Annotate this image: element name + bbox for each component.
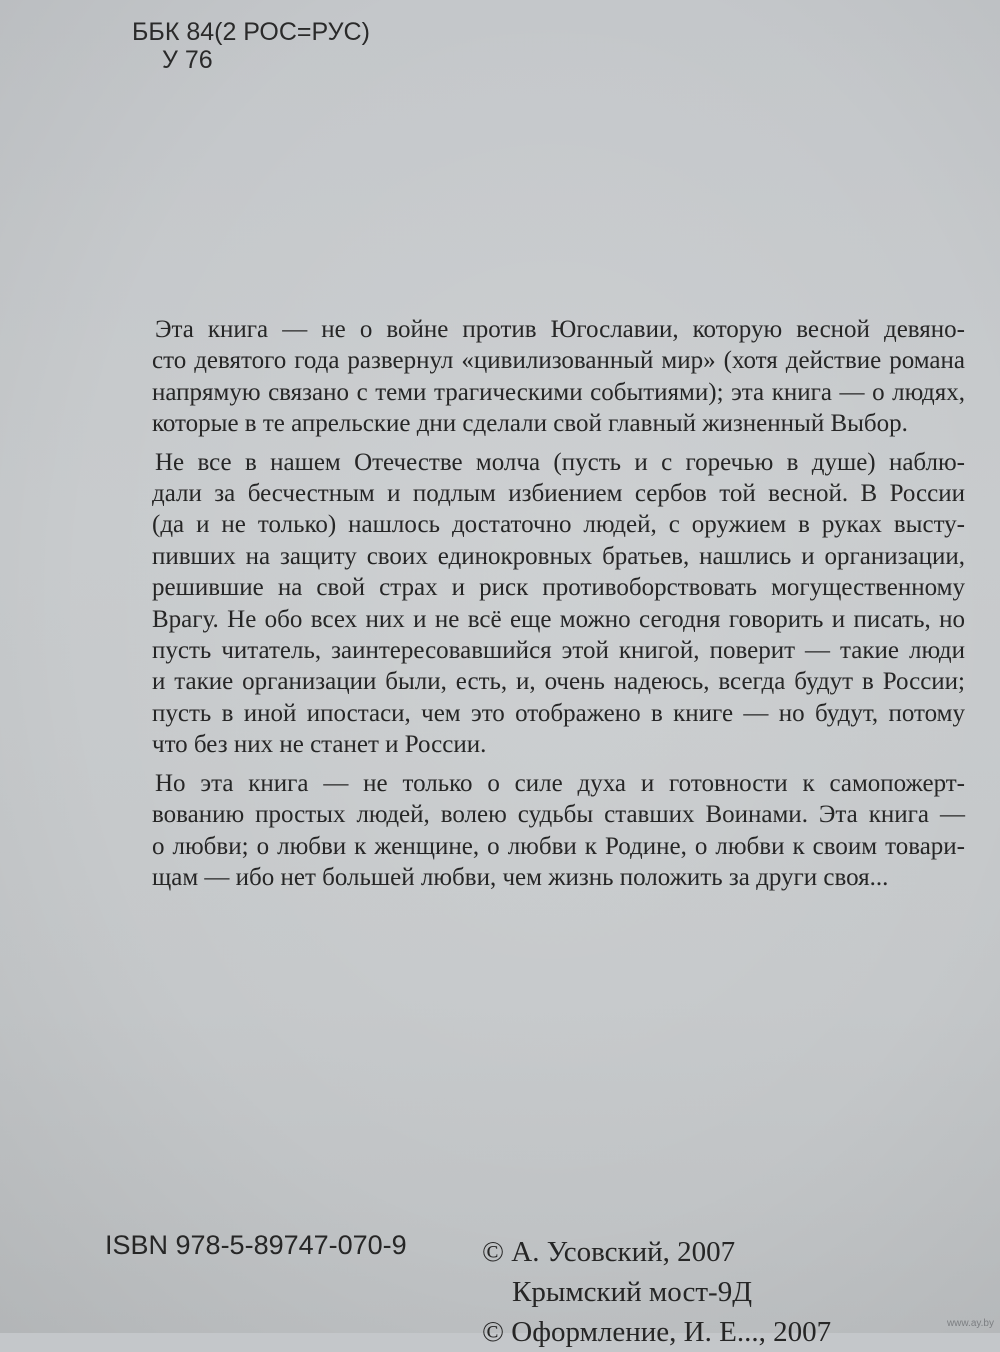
- text-line: Но эта книга — не только о силе духа и готовности к самопожерт-: [155, 769, 965, 797]
- author-mark: У 76: [162, 46, 213, 74]
- bbk-code: ББК 84(2 РОС=РУС): [132, 18, 370, 46]
- text-line: напрямую связано с теми трагическими событиями); эта книга — о людях,: [152, 378, 965, 406]
- text-line: пусть читатель, заинтересовавшийся этой книгой, поверит — такие люди: [152, 637, 965, 665]
- text-line: и такие организации были, есть, и, очень надеюсь, всегда будут в России;: [152, 668, 965, 696]
- annotation-paragraph: [110, 314, 965, 440]
- text-line: дали за бесчестным и подлым избиением сербов той весной. В России: [152, 480, 965, 508]
- annotation-paragraph: [110, 768, 965, 894]
- text-line: о любви; о любви к женщине, о любви к Родине, о любви к своим товари-: [152, 832, 965, 860]
- copyright-author: © А. Усовский, 2007: [482, 1236, 736, 1268]
- text-line: что без них не станет и России.: [152, 731, 487, 759]
- bbk-classification: [132, 18, 370, 74]
- copyright-block: [482, 1232, 831, 1352]
- annotation-text: [110, 314, 965, 900]
- text-line: пивших на защиту своих единокровных братьев, нашлись и организации,: [152, 542, 965, 570]
- text-line: сто девятого года развернул «цивилизованный мир» (хотя действие романа: [152, 347, 965, 375]
- publisher-name: Крымский мост-9Д: [512, 1276, 752, 1308]
- text-line: Эта книга — не о войне против Югославии, которую весной девяно-: [155, 316, 965, 343]
- text-line: которые в те апрельские дни сделали свой главный жизненный Выбор.: [152, 410, 908, 438]
- text-line: Врагу. Не обо всех них и не всё еще можно сегодня говорить и писать, но: [152, 605, 965, 633]
- site-watermark: www.ay.by: [946, 1318, 994, 1329]
- annotation-paragraph: [110, 447, 965, 761]
- text-line: вованию простых людей, волею судьбы ставших Воинами. Эта книга —: [152, 801, 965, 829]
- show-through-text: [285, 163, 625, 197]
- text-line: решившие на свой страх и риск противоборствовать могущественному: [152, 574, 965, 602]
- text-line: Не все в нашем Отечестве молча (пусть и с горечью в душе) наблю-: [155, 448, 965, 476]
- isbn-number: ISBN 978-5-89747-070-9: [105, 1230, 407, 1260]
- text-line: щам — ибо нет большей любви, чем жизнь положить за други своя...: [152, 863, 889, 891]
- text-line: пусть в иной ипостаси, чем это отображено в книге — но будут, потому: [152, 699, 965, 727]
- text-line: (да и не только) нашлось достаточно людей, с оружием в руках высту-: [152, 511, 965, 539]
- copyright-design: © Оформление, И. Е..., 2007: [482, 1316, 832, 1348]
- imprint-footer: [0, 1228, 1000, 1348]
